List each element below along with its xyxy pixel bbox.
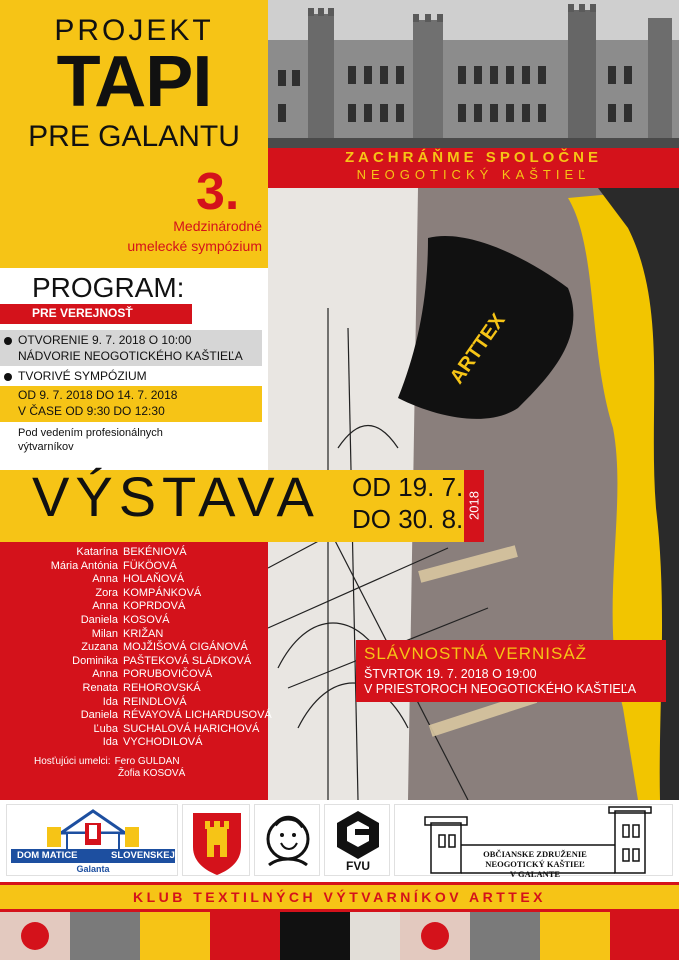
artist-first-name: Katarína	[76, 546, 118, 558]
symposium-line-2: umelecké sympózium	[127, 238, 262, 254]
artist-first-name: Dominika	[72, 654, 118, 667]
symposium-note-2: výtvarníkov	[18, 441, 74, 453]
artist-first-name: Ida	[102, 695, 118, 708]
guest-label: Hosťujúci umelci:	[34, 756, 111, 767]
exhibition-title: VÝSTAVA	[32, 465, 320, 528]
artist-last-name: SUCHALOVÁ HARICHOVÁ	[123, 722, 260, 735]
matica-logo	[6, 804, 178, 876]
artist-first-name: Anna	[92, 600, 118, 613]
artist-first-name: Anna	[92, 573, 118, 586]
galanta-coat-of-arms	[182, 804, 250, 876]
guest-artists	[34, 756, 185, 780]
project-label: PROJEKT	[54, 14, 214, 47]
face-emblem-icon	[255, 805, 321, 877]
bullet-icon	[4, 337, 12, 345]
symposium-line-1: Medzinárodné	[173, 218, 262, 234]
matica-label-1: DOM MATICE	[17, 850, 78, 861]
artist-last-name: REINDLOVÁ	[123, 695, 187, 708]
textile-samples-illustration	[0, 912, 679, 960]
artist-first-name: Mária Antónia	[50, 559, 118, 572]
castle-illustration	[268, 0, 679, 148]
exhibition-to: DO 30. 8.	[352, 504, 464, 534]
coat-of-arms-icon	[183, 805, 251, 877]
artist-last-name: REHOROVSKÁ	[123, 682, 201, 694]
artist-last-name: KRIŽAN	[123, 627, 164, 640]
artist-last-name: HOLAŇOVÁ	[123, 573, 185, 586]
matica-label-2: SLOVENSKEJ	[111, 850, 175, 861]
artist-first-name: Ida	[102, 736, 118, 749]
symposium-period-1: OD 9. 7. 2018 DO 14. 7. 2018	[18, 388, 178, 402]
civic-association-name: OBČIANSKE ZDRUŽENIE NEOGOTICKÝ KAŠTIEĽ V GALANTE	[483, 849, 587, 879]
edition-number: 3.	[196, 163, 240, 221]
club-emblem	[254, 804, 320, 876]
artist-last-name: KOPRDOVÁ	[123, 600, 186, 613]
artist-first-name: Milan	[91, 627, 118, 640]
bullet-icon	[4, 373, 12, 381]
artist-first-name: Anna	[92, 668, 118, 681]
artist-last-name: FÜKÖOVÁ	[123, 559, 177, 572]
guest-2: Žofia KOSOVÁ	[118, 768, 186, 779]
program-title: PROGRAM:	[32, 272, 185, 303]
banner-line-1: ZACHRÁŇME SPOLOČNE	[344, 149, 602, 166]
artist-first-name: Zuzana	[81, 641, 118, 654]
artist-last-name: VYCHODILOVÁ	[123, 736, 203, 749]
castle-photo	[268, 0, 679, 148]
vernissage-date: ŠTVRTOK 19. 7. 2018 O 19:00	[364, 667, 537, 681]
artist-last-name: BEKÉNIOVÁ	[123, 546, 187, 558]
artist-last-name: KOMPÁNKOVÁ	[123, 586, 202, 599]
guest-1: Fero GULDAN	[114, 756, 180, 767]
symposium-period-2: V ČASE OD 9:30 DO 12:30	[18, 404, 165, 418]
fvu-logo	[324, 804, 390, 876]
civic-association-logo	[394, 804, 673, 879]
program-item-opening-place: NÁDVORIE NEOGOTICKÉHO KAŠTIEĽA	[18, 349, 243, 363]
audience-label: PRE VEREJNOSŤ	[32, 306, 133, 320]
artist-last-name: MOJŽIŠOVÁ CIGÁNOVÁ	[123, 641, 248, 654]
artwork-label: ARTTEX	[445, 309, 510, 388]
artist-first-name: Zora	[95, 586, 118, 599]
matica-city: Galanta	[76, 864, 110, 874]
program-item-opening: OTVORENIE 9. 7. 2018 O 10:00	[4, 333, 191, 348]
artist-first-name: Renata	[82, 682, 118, 694]
fvu-label: FVU	[346, 859, 370, 873]
artist-last-name: PORUBOVIČOVÁ	[123, 668, 213, 681]
footer-club-name: KLUB TEXTILNÝCH VÝTVARNÍKOV ARTTEX	[132, 889, 546, 905]
banner-line-2: NEOGOTICKÝ KAŠTIEĽ	[356, 167, 591, 182]
artist-first-name: Ľuba	[93, 722, 118, 735]
exhibition-year: 2018	[466, 491, 482, 520]
artist-last-name: KOSOVÁ	[123, 614, 170, 626]
artist-first-name: Daniela	[80, 709, 118, 722]
symposium-note-1: Pod vedením profesionálnych	[18, 427, 163, 439]
vernissage-place: V PRIESTOROCH NEOGOTICKÉHO KAŠTIEĽA	[364, 682, 637, 696]
artist-last-name: PAŠTEKOVÁ SLÁDKOVÁ	[123, 654, 252, 667]
artist-first-name: Daniela	[80, 614, 118, 626]
project-subtitle: PRE GALANTU	[28, 120, 240, 153]
program-item-symposium: TVORIVÉ SYMPÓZIUM	[4, 369, 147, 384]
exhibition-from: OD 19. 7.	[352, 472, 464, 502]
vernissage-title: SLÁVNOSTNÁ VERNISÁŽ	[364, 644, 588, 663]
artist-last-name: RÉVAYOVÁ LICHARDUSOVÁ	[123, 709, 272, 722]
textile-strip	[0, 912, 679, 960]
project-title: TAPI	[56, 42, 212, 122]
